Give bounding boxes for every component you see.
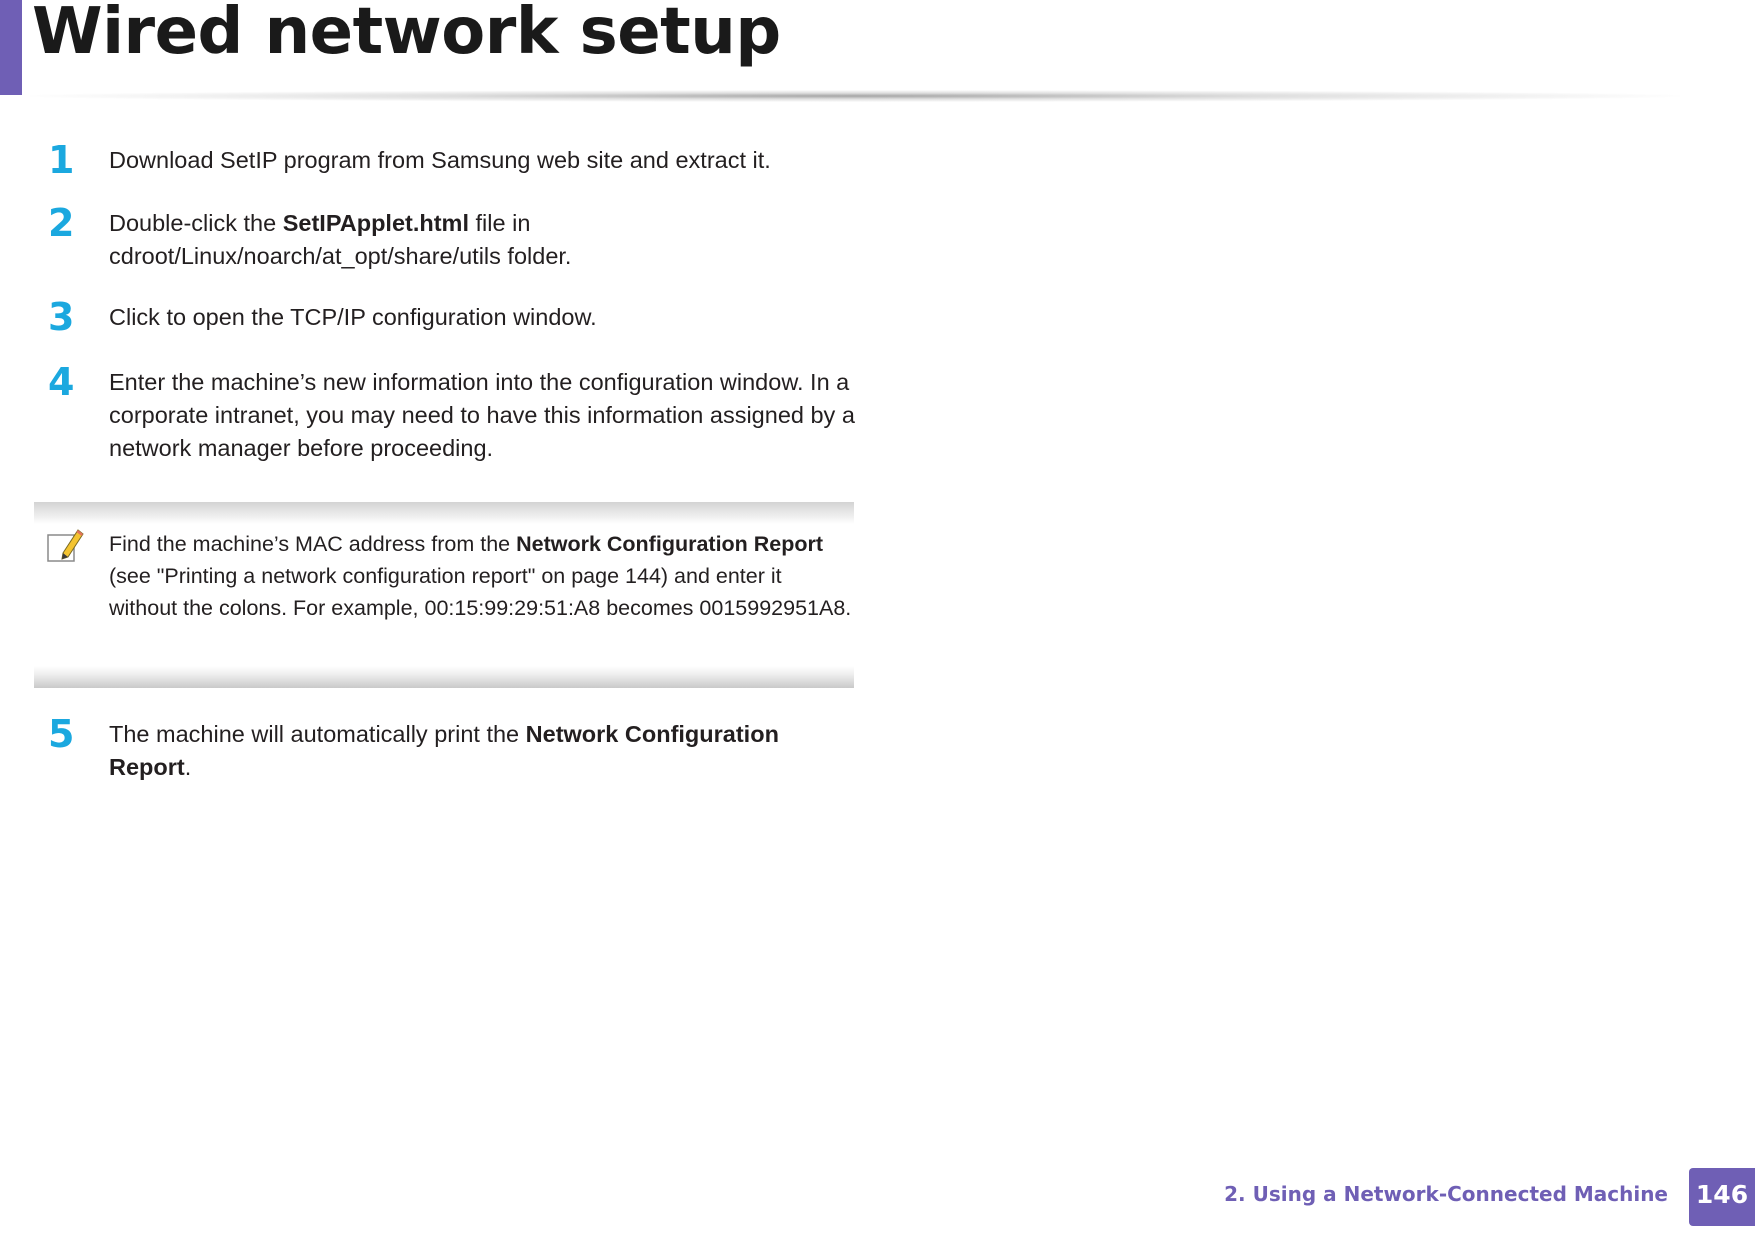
step-number: 2: [48, 201, 75, 245]
step-text: Click to open the TCP/IP configuration window.: [109, 304, 597, 330]
note-text: Find the machine’s MAC address from the Network Configuration Report (see "Printing a network configuration report" on page 144) and enter it without the colons. For example, 00:15:99:29:51:A8 becomes 0015992951A8.: [109, 532, 852, 620]
note-bottom-edge: [34, 666, 854, 688]
report-name: Network Configuration Report: [516, 532, 824, 556]
file-name: SetIPApplet.html: [282, 210, 469, 236]
title-divider: [30, 90, 1680, 102]
pencil-note-icon: [46, 526, 84, 564]
step-number: 4: [48, 360, 75, 404]
step-text: Double-click the SetIPApplet.html file in cdroot/Linux/noarch/at_opt/share/utils folder.: [109, 210, 572, 269]
report-name: Network Configuration Report: [109, 721, 779, 780]
step-text: The machine will automatically print the Network Configuration Report.: [109, 721, 779, 780]
page-title: Wired network setup: [32, 0, 781, 69]
chapter-label: 2. Using a Network-Connected Machine: [1224, 1182, 1668, 1206]
step-number: 5: [48, 712, 75, 756]
note-box: [34, 502, 854, 688]
step-number: 3: [48, 295, 75, 339]
page-number-badge: 146: [1689, 1168, 1755, 1226]
step-text: Enter the machine’s new information into the configuration window. In a corporate intranet, you may need to have this information assigned by a network manager before proceeding.: [109, 369, 855, 461]
step-text: Download SetIP program from Samsung web site and extract it.: [109, 147, 771, 173]
step-number: 1: [48, 138, 75, 182]
title-accent-bar: [0, 0, 22, 95]
note-top-edge: [34, 502, 854, 524]
